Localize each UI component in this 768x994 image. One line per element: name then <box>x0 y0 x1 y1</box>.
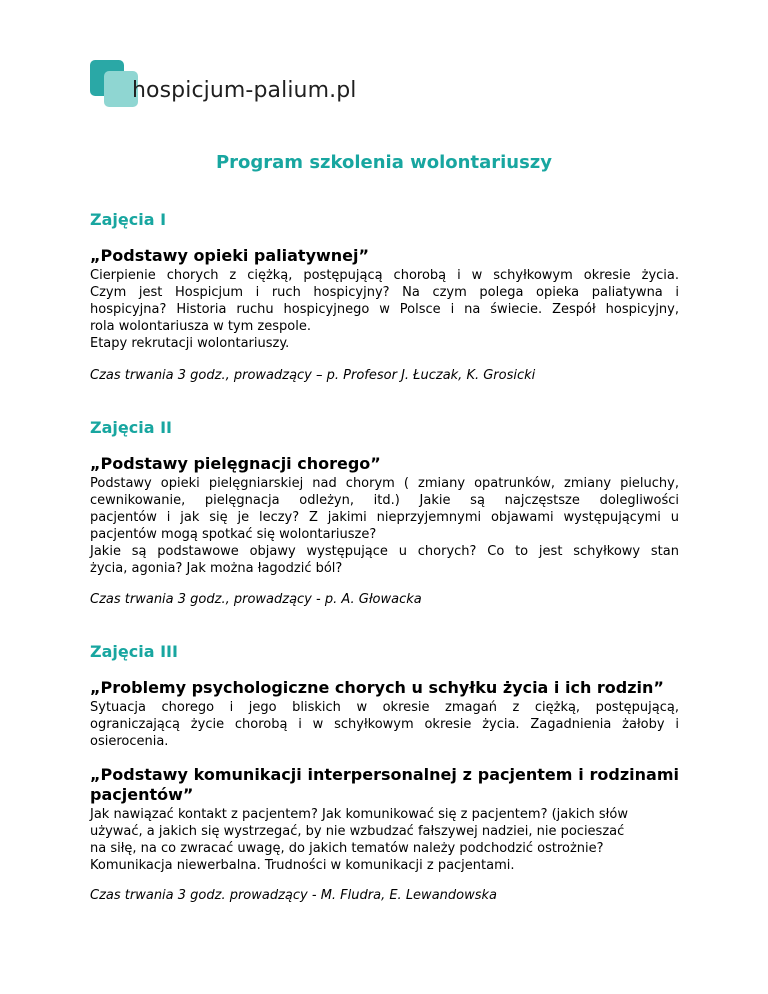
page-title: Program szkolenia wolontariuszy <box>215 152 553 173</box>
session-1-heading: Zajęcia I <box>90 210 167 229</box>
session-3-description-1 <box>90 699 679 750</box>
session-3-heading: Zajęcia III <box>90 642 178 661</box>
session-3-topic-2 <box>90 765 679 805</box>
session-3-meta: Czas trwania 3 godz. prowadzący - M. Fludra, E. Lewandowska <box>90 888 497 903</box>
text-line: Komunikacja niewerbalna. Trudności w komunikacji z pacjentami. <box>90 858 515 873</box>
session-3-topic-1: „Problemy psychologiczne chorych u schyłku życia i ich rodzin” <box>90 678 664 697</box>
text-line: Cierpienie chorych z ciężką, postępującą chorobą i w schyłkowym okresie życia. <box>90 268 679 283</box>
session-2-description <box>90 475 679 577</box>
text-line: osierocenia. <box>90 734 169 749</box>
text-line: używać, a jakich się wystrzegać, by nie wzbudzać fałszywej nadziei, nie pocieszać <box>90 824 625 839</box>
text-line: Jak nawiązać kontakt z pacjentem? Jak komunikować się z pacjentem? (jakich słów <box>90 807 628 822</box>
topic-line: „Podstawy komunikacji interpersonalnej z pacjentem i rodzinami <box>90 765 679 784</box>
text-line: rola wolontariusza w tym zespole. <box>90 319 311 334</box>
topic-line: pacjentów” <box>90 785 194 804</box>
text-line: Etapy rekrutacji wolontariuszy. <box>90 336 290 351</box>
text-line: ograniczającą życie chorobą i w schyłkowym okresie życia. Zagadnienia żałoby i <box>90 717 679 732</box>
session-3-description-2 <box>90 806 679 874</box>
text-line: na siłę, na co zwracać uwagę, do jakich tematów należy podchodzić ostrożnie? <box>90 841 604 856</box>
text-line: Czym jest Hospicjum i ruch hospicyjny? Na czym polega opieka paliatywna i <box>90 285 679 300</box>
text-line: Podstawy opieki pielęgniarskiej nad chorym ( zmiany opatrunków, zmiany pieluchy, <box>90 476 679 491</box>
text-line: pacjentów mogą spotkać się wolontariusze? <box>90 527 377 542</box>
text-line: cewnikowanie, pielęgnacja odleżyn, itd.) Jakie są najczęstsze dolegliwości <box>90 493 679 508</box>
site-logo <box>90 60 390 110</box>
text-line: Sytuacja chorego i jego bliskich w okresie zmagań z ciężką, postępującą, <box>90 700 679 715</box>
session-1-topic: „Podstawy opieki paliatywnej” <box>90 246 370 265</box>
session-1-meta: Czas trwania 3 godz., prowadzący – p. Profesor J. Łuczak, K. Grosicki <box>90 368 536 383</box>
text-line: Jakie są podstawowe objawy występujące u chorych? Co to jest schyłkowy stan <box>90 544 679 559</box>
session-2-heading: Zajęcia II <box>90 418 172 437</box>
session-2-topic: „Podstawy pielęgnacji chorego” <box>90 454 381 473</box>
session-2-meta: Czas trwania 3 godz., prowadzący - p. A. Głowacka <box>90 592 422 607</box>
text-line: pacjentów i jak się je leczy? Z jakimi nieprzyjemnymi objawami występującymi u <box>90 510 679 525</box>
text-line: hospicyjna? Historia ruchu hospicyjnego w Polsce i na świecie. Zespół hospicyjny, <box>90 302 679 317</box>
text-line: życia, agonia? Jak można łagodzić ból? <box>90 561 343 576</box>
session-1-description <box>90 267 679 352</box>
logo-text: hospicjum-palium.pl <box>132 78 357 103</box>
